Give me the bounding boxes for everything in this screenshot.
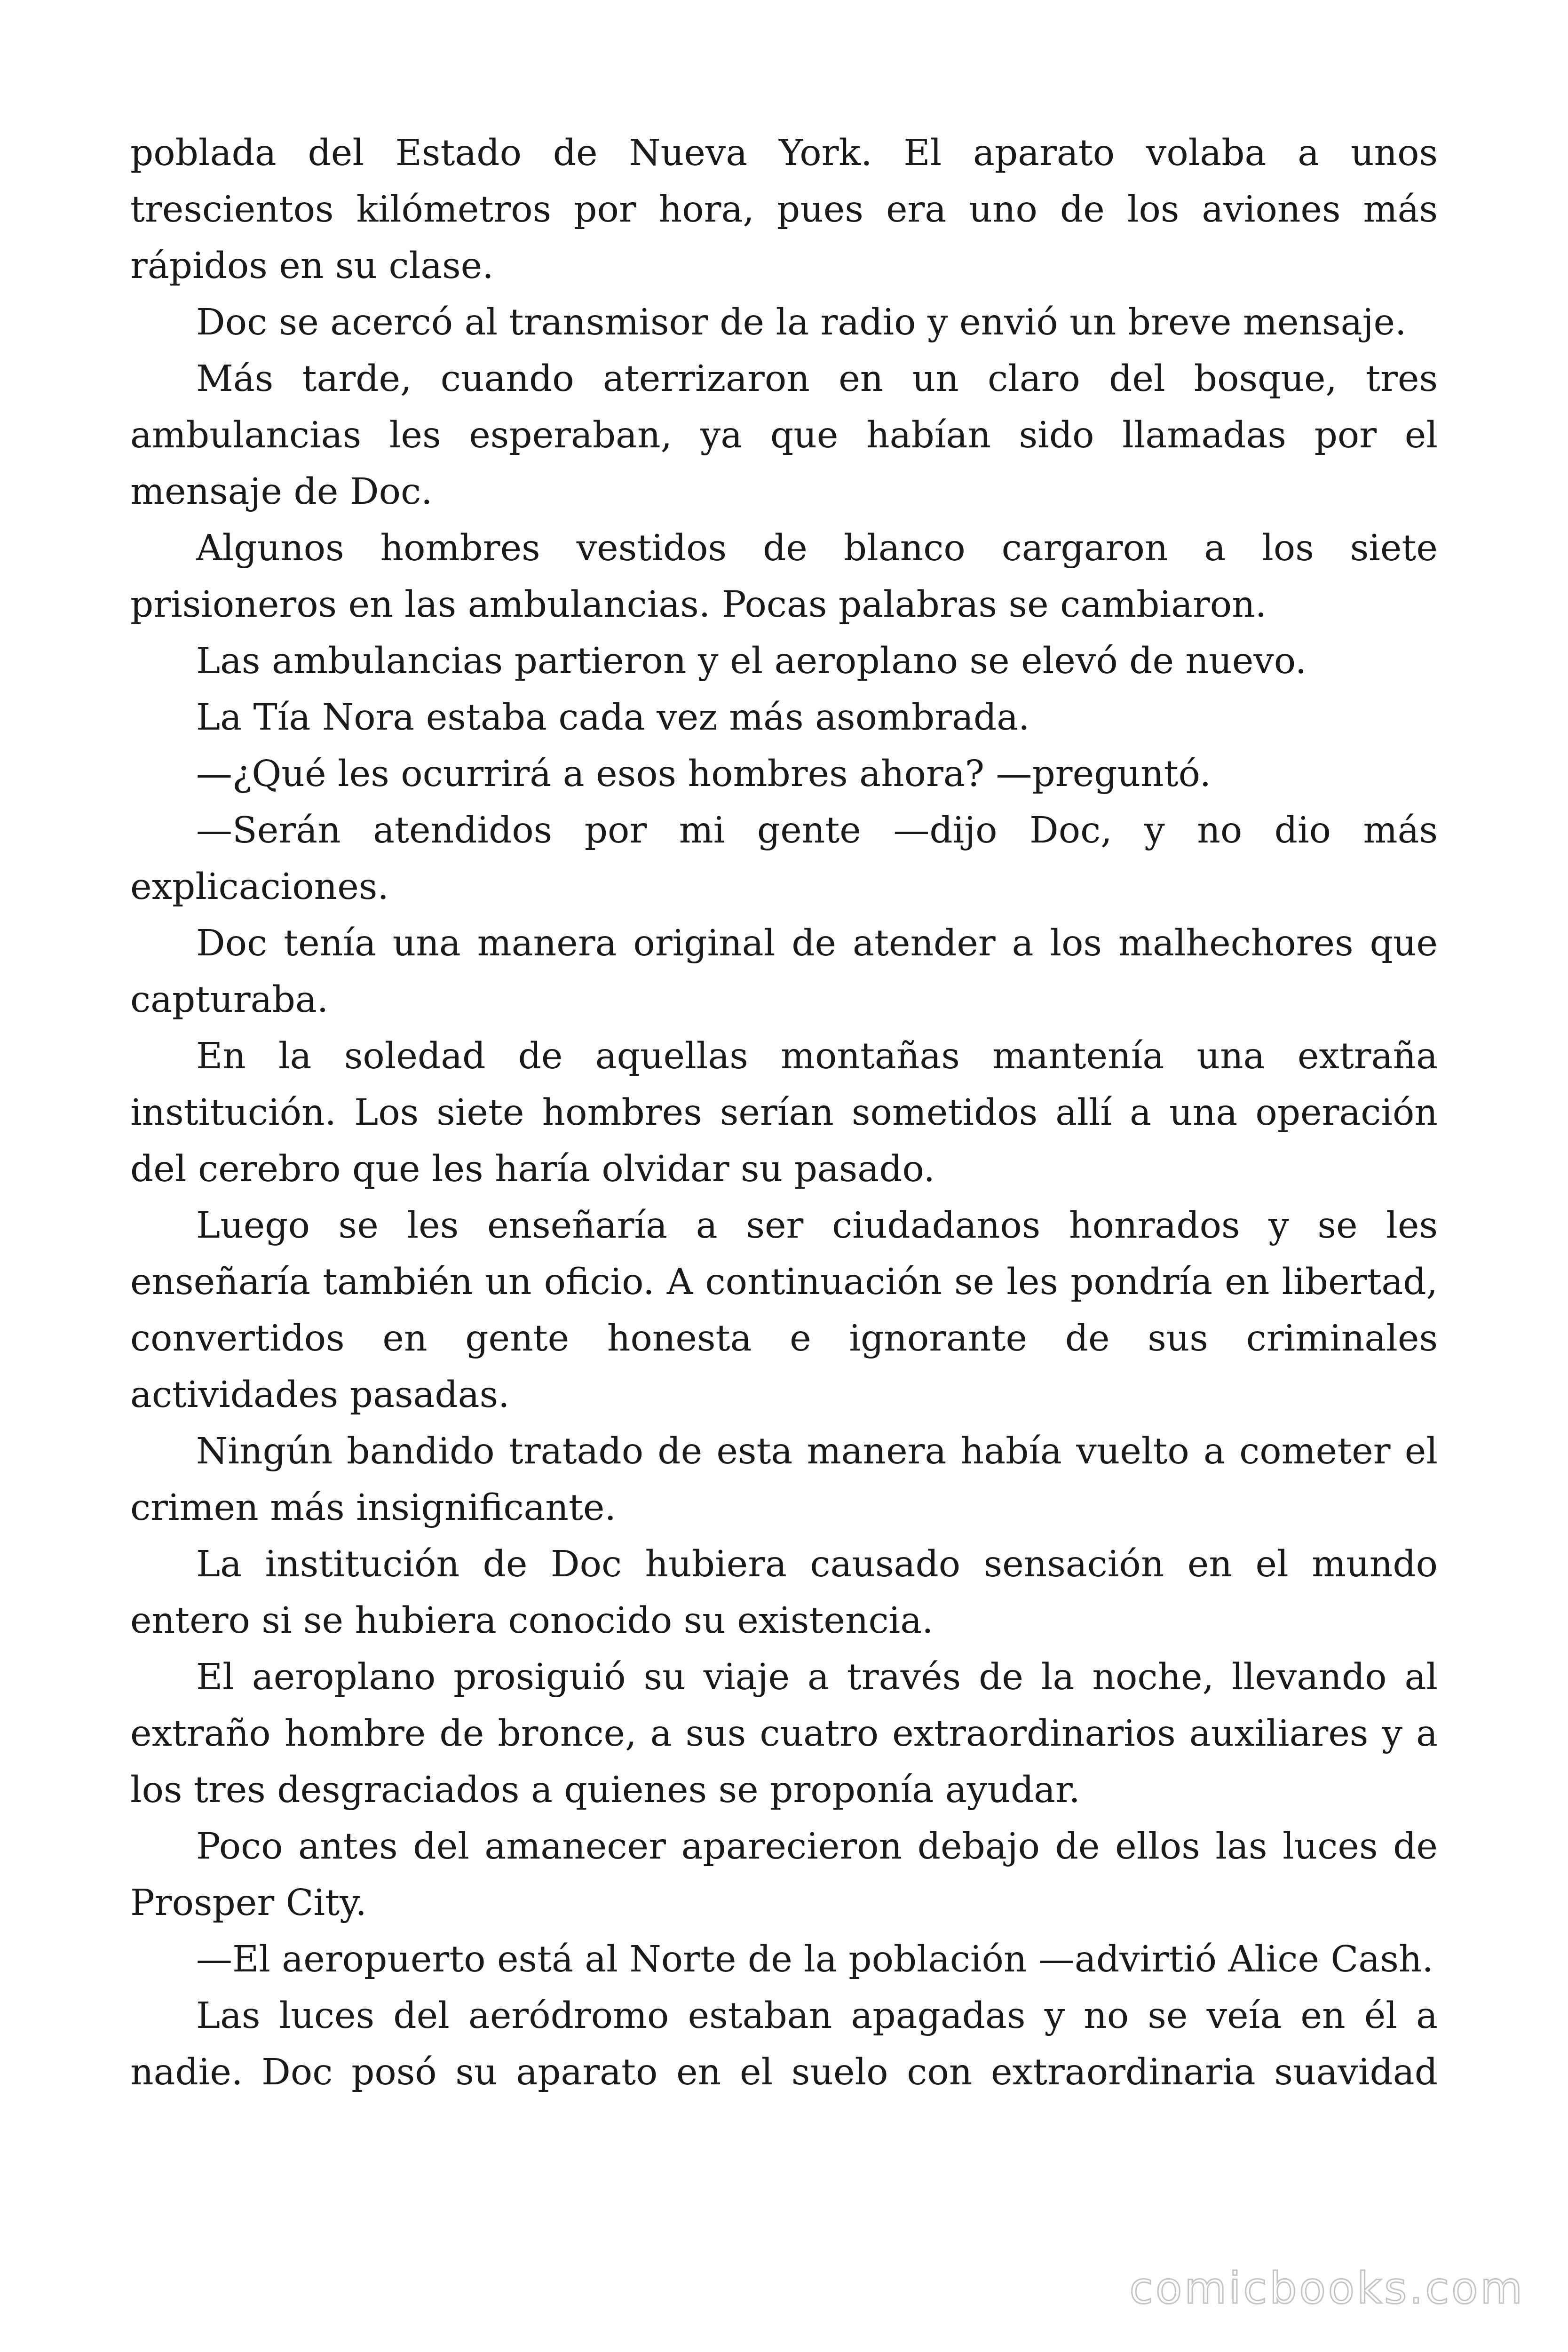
paragraph-8: —Serán atendidos por mi gente —dijo Doc, y no dio más explicaciones. (130, 810, 1438, 908)
paragraph-14: El aeroplano prosiguió su viaje a través de la noche, llevando al extraño hombre de bronce, a sus cuatro extraordinarios auxiliares y a los tres desgraciados a quienes se proponía ayudar. (130, 1656, 1438, 1811)
paragraph-4: Algunos hombres vestidos de blanco cargaron a los siete prisioneros en las ambulancias. Pocas palabras se cambiaron. (130, 527, 1438, 626)
paragraph-6: La Tía Nora estaba cada vez más asombrada. (196, 697, 1030, 739)
paragraph-13: La institución de Doc hubiera causado sensación en el mundo entero si se hubiera conocido su existencia. (130, 1543, 1438, 1642)
paragraph-9: Doc tenía una manera original de atender a los malhechores que capturaba. (130, 922, 1438, 1021)
paragraph-16: —El aeropuerto está al Norte de la población —advirtió Alice Cash. (196, 1939, 1433, 1980)
paragraph-5: Las ambulancias partieron y el aeroplano se elevó de nuevo. (196, 640, 1307, 682)
paragraph-7: —¿Qué les ocurrirá a esos hombres ahora? —preguntó. (196, 753, 1212, 795)
paragraph-3: Más tarde, cuando aterrizaron en un claro del bosque, tres ambulancias les esperaban, ya que habían sido llamadas por el mensaje de Doc. (130, 358, 1438, 513)
paragraph-2: Doc se acercó al transmisor de la radio y envió un breve mensaje. (196, 302, 1407, 343)
paragraph-17: Las luces del aeródromo estaban apagadas y no se veía en él a nadie. Doc posó su aparato en el suelo con extraordinaria suavidad (130, 1995, 1438, 2093)
body-text (130, 125, 1438, 2101)
paragraph-15: Poco antes del amanecer aparecieron debajo de ellos las luces de Prosper City. (130, 1826, 1438, 1924)
paragraph-1: poblada del Estado de Nueva York. El aparato volaba a unos trescientos kilómetros por hora, pues era uno de los aviones más rápidos en su clase. (130, 132, 1438, 287)
paragraph-11: Luego se les enseñaría a ser ciudadanos honrados y se les enseñaría también un oficio. A continuación se les pondría en libertad, convertidos en gente honesta e ignorante de sus criminales actividades pasadas. (130, 1205, 1438, 1416)
watermark-logo: comicbooks.com (1129, 2263, 1525, 2313)
paragraph-10: En la soledad de aquellas montañas mantenía una extraña institución. Los siete hombres serían sometidos allí a una operación del cerebro que les haría olvidar su pasado. (130, 1035, 1438, 1190)
paragraph-12: Ningún bandido tratado de esta manera había vuelto a cometer el crimen más insignificante. (130, 1430, 1438, 1529)
